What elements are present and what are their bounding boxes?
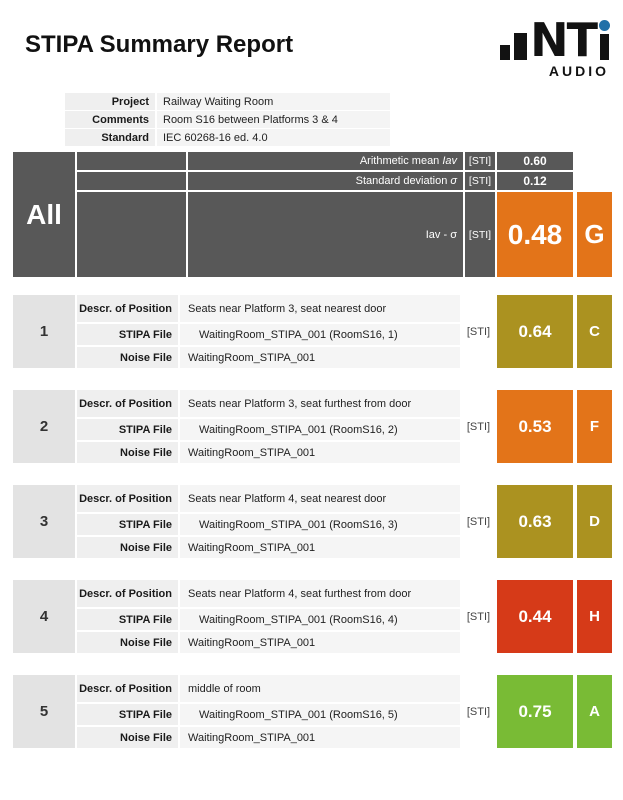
sti-value-box: 0.53: [497, 390, 573, 463]
noise-file-label: Noise File: [77, 442, 178, 463]
position-block: [13, 295, 612, 368]
sti-unit-label: [STI]: [466, 610, 491, 623]
summary-spacer-cell: [77, 192, 186, 277]
logo-i-stem: [600, 34, 609, 60]
sti-value-box: 0.44: [497, 580, 573, 653]
summary-block: [13, 152, 612, 277]
sti-unit-label: [STI]: [465, 152, 495, 170]
sti-value-box: 0.63: [497, 485, 573, 558]
position-number: 3: [13, 485, 75, 558]
noise-file-value: WaitingRoom_STIPA_001: [180, 442, 460, 463]
summary-spacer-cell: [77, 152, 186, 170]
logo-audio-text: AUDIO: [548, 63, 609, 79]
stddev-value: 0.12: [497, 172, 573, 190]
descr-label: Descr. of Position: [77, 580, 178, 607]
position-number: 5: [13, 675, 75, 748]
position-number: 1: [13, 295, 75, 368]
stddev-label-text: Standard deviation: [355, 175, 448, 187]
standard-value: IEC 60268-16 ed. 4.0: [157, 129, 390, 146]
comments-label: Comments: [65, 111, 155, 128]
stipa-file-label: STIPA File: [77, 324, 178, 345]
descr-value: Seats near Platform 3, seat furthest from door: [180, 390, 460, 417]
stipa-file-label: STIPA File: [77, 704, 178, 725]
descr-label: Descr. of Position: [77, 295, 178, 322]
logo-bar-icon: [500, 45, 510, 60]
noise-file-label: Noise File: [77, 632, 178, 653]
noise-file-value: WaitingRoom_STIPA_001: [180, 537, 460, 558]
result-grade-box: G: [577, 192, 612, 277]
noise-file-label: Noise File: [77, 727, 178, 748]
mean-label-text: Arithmetic mean: [359, 155, 440, 167]
nti-logo: [460, 14, 610, 79]
stddev-label: [188, 172, 463, 190]
sti-unit-label: [STI]: [465, 172, 495, 190]
noise-file-value: WaitingRoom_STIPA_001: [180, 632, 460, 653]
stipa-file-value: WaitingRoom_STIPA_001 (RoomS16, 1): [180, 324, 460, 345]
result-value-box: 0.48: [497, 192, 573, 277]
sti-value-box: 0.75: [497, 675, 573, 748]
logo-nt-text: NT: [530, 13, 596, 67]
descr-value: Seats near Platform 4, seat nearest door: [180, 485, 460, 512]
stddev-symbol: σ: [450, 175, 457, 187]
project-label: Project: [65, 93, 155, 110]
logo-i-glyph: [599, 20, 610, 60]
sti-unit-label: [STI]: [466, 325, 491, 338]
grade-box: A: [577, 675, 612, 748]
descr-value: middle of room: [180, 675, 460, 702]
project-row: [65, 93, 390, 110]
mean-label: [188, 152, 463, 170]
sti-value-box: 0.64: [497, 295, 573, 368]
noise-file-value: WaitingRoom_STIPA_001: [180, 347, 460, 368]
summary-spacer-cell: [77, 172, 186, 190]
stipa-file-value: WaitingRoom_STIPA_001 (RoomS16, 3): [180, 514, 460, 535]
stipa-file-value: WaitingRoom_STIPA_001 (RoomS16, 4): [180, 609, 460, 630]
nti-logo-mark: [460, 13, 610, 67]
mean-value: 0.60: [497, 152, 573, 170]
comments-row: [65, 111, 390, 128]
descr-value: Seats near Platform 4, seat furthest from door: [180, 580, 460, 607]
sti-unit-label: [STI]: [465, 192, 495, 277]
position-number: 4: [13, 580, 75, 653]
sti-unit-label: [STI]: [466, 420, 491, 433]
noise-file-value: WaitingRoom_STIPA_001: [180, 727, 460, 748]
grade-box: D: [577, 485, 612, 558]
stipa-file-label: STIPA File: [77, 609, 178, 630]
project-value: Railway Waiting Room: [157, 93, 390, 110]
standard-label: Standard: [65, 129, 155, 146]
position-block: [13, 390, 612, 463]
grade-box: F: [577, 390, 612, 463]
sti-unit-label: [STI]: [466, 515, 491, 528]
page-title: STIPA Summary Report: [25, 31, 294, 58]
stipa-file-value: WaitingRoom_STIPA_001 (RoomS16, 5): [180, 704, 460, 725]
logo-bar-icon: [514, 33, 527, 60]
noise-file-label: Noise File: [77, 347, 178, 368]
stipa-file-value: WaitingRoom_STIPA_001 (RoomS16, 2): [180, 419, 460, 440]
descr-label: Descr. of Position: [77, 390, 178, 417]
comments-value: Room S16 between Platforms 3 & 4: [157, 111, 390, 128]
result-label: Iav - σ: [188, 192, 463, 277]
grade-box: C: [577, 295, 612, 368]
sti-unit-label: [STI]: [466, 705, 491, 718]
logo-blue-dot-icon: [599, 20, 610, 31]
position-block: [13, 485, 612, 558]
position-number: 2: [13, 390, 75, 463]
descr-label: Descr. of Position: [77, 675, 178, 702]
summary-id: All: [13, 152, 75, 277]
stipa-file-label: STIPA File: [77, 514, 178, 535]
mean-symbol: Iav: [442, 155, 457, 167]
standard-row: [65, 129, 390, 146]
grade-box: H: [577, 580, 612, 653]
stipa-file-label: STIPA File: [77, 419, 178, 440]
position-block: [13, 580, 612, 653]
descr-label: Descr. of Position: [77, 485, 178, 512]
noise-file-label: Noise File: [77, 537, 178, 558]
descr-value: Seats near Platform 3, seat nearest door: [180, 295, 460, 322]
position-block: [13, 675, 612, 748]
project-info-table: [65, 93, 390, 147]
